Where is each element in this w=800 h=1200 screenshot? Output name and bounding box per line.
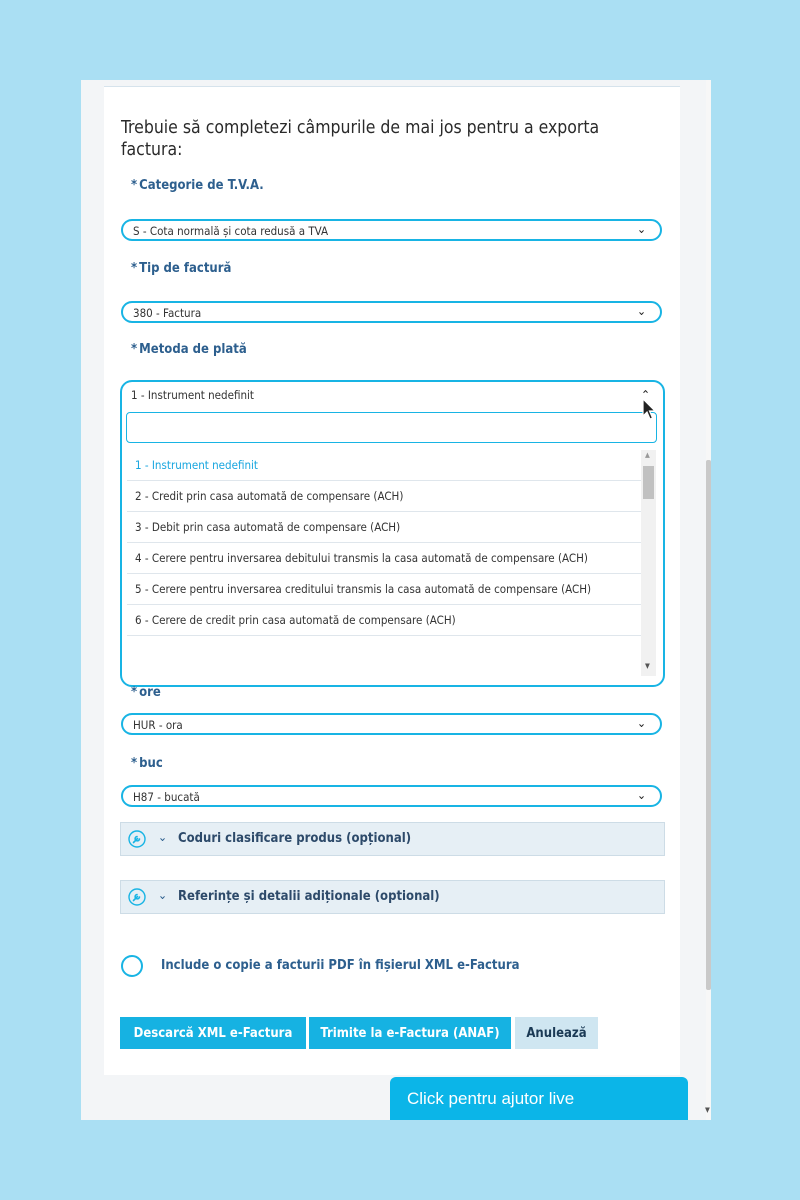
scroll-up-arrow-icon[interactable]: ▲ [645,451,650,459]
invoice-type-value: 380 - Factura [133,306,202,320]
unit-ore-select[interactable] [121,713,662,735]
chevron-up-icon[interactable]: ⌃ [640,388,650,402]
scroll-down-arrow-icon[interactable]: ▼ [645,662,650,670]
live-help-button[interactable]: Click pentru ajutor live [390,1077,688,1120]
references-title: Referințe și detalii adiționale (optional) [178,889,440,904]
dropdown-option[interactable]: 3 - Debit prin casa automată de compensare (ACH) [127,512,641,543]
payment-method-value: 1 - Instrument nedefinit [131,388,254,402]
vat-category-select[interactable] [121,219,662,241]
dropdown-option[interactable]: 2 - Credit prin casa automată de compensare (ACH) [127,481,641,512]
dropdown-option[interactable]: 4 - Cerere pentru inversarea debitului transmis la casa automată de compensare (ACH) [127,543,641,574]
unit-ore-label: * ore [131,685,161,700]
references-section[interactable] [120,880,665,914]
dropdown-option[interactable]: 1 - Instrument nedefinit [127,450,641,481]
page-scrollbar-thumb[interactable] [706,460,711,990]
dropdown-scrollbar-thumb[interactable] [643,466,654,499]
unit-buc-value: H87 - bucată [133,790,200,804]
chevron-down-icon: ⌄ [158,888,168,902]
scroll-down-arrow-icon[interactable]: ▼ [705,1106,710,1114]
invoice-type-label: * Tip de factură [131,261,232,276]
dropdown-scrollbar[interactable] [641,450,656,676]
mouse-cursor-icon [642,398,656,422]
chevron-down-icon: ⌄ [636,788,646,802]
send-to-efactura-button[interactable]: Trimite la e-Factura (ANAF) [309,1017,511,1049]
include-pdf-label[interactable]: Include o copie a facturii PDF în fișierul XML e-Factura [161,958,520,973]
unit-buc-select[interactable] [121,785,662,807]
dropdown-option[interactable]: 6 - Cerere de credit prin casa automată de compensare (ACH) [127,605,641,636]
include-pdf-radio[interactable] [121,955,143,977]
product-codes-section[interactable] [120,822,665,856]
unit-buc-label: * buc [131,756,163,771]
product-codes-title: Coduri clasificare produs (opțional) [178,831,412,846]
payment-method-search-input[interactable] [126,412,657,443]
wrench-icon [128,888,146,906]
wrench-icon [128,830,146,848]
vat-category-label: * Categorie de T.V.A. [131,178,264,193]
form-heading: Trebuie să completezi câmpurile de mai jos pentru a exporta factura: [121,118,600,160]
cancel-button[interactable]: Anulează [515,1017,598,1049]
vat-category-value: S - Cota normală și cota redusă a TVA [133,224,329,238]
unit-ore-value: HUR - ora [133,718,183,732]
payment-method-label: * Metoda de plată [131,342,247,357]
chevron-down-icon: ⌄ [636,304,646,318]
chevron-down-icon: ⌄ [636,716,646,730]
download-xml-button[interactable]: Descarcă XML e-Factura [120,1017,306,1049]
payment-method-options [127,450,641,675]
chevron-down-icon: ⌄ [158,830,168,844]
chevron-down-icon: ⌄ [636,222,646,236]
invoice-type-select[interactable] [121,301,662,323]
dropdown-option[interactable]: 5 - Cerere pentru inversarea creditului transmis la casa automată de compensare (ACH) [127,574,641,605]
